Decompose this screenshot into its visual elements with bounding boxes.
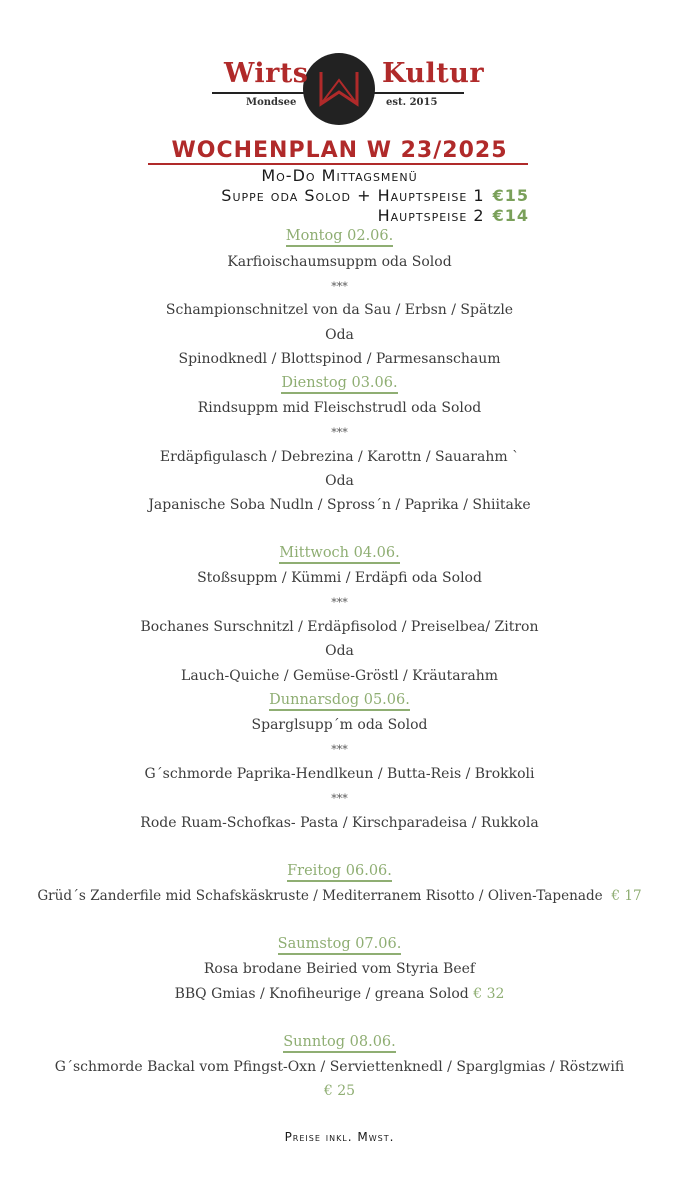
price-2: €14 bbox=[492, 206, 529, 225]
day-heading-mittwoch: Mittwoch 04.06. bbox=[0, 545, 679, 564]
donnerstag-main-2: Rode Ruam-Schofkas- Pasta / Kirschparadeisa / Rukkola bbox=[140, 815, 539, 831]
dienstag-main-2: Japanische Soba Nudln / Spross´n / Paprika / Shiitake bbox=[148, 497, 531, 513]
donnerstag-separator-2: *** bbox=[331, 792, 348, 805]
logo-line-left bbox=[212, 92, 304, 94]
day-heading-montag: Montog 02.06. bbox=[0, 228, 679, 247]
price-line-1 bbox=[221, 186, 529, 205]
mittwoch-soup: Stoßsuppm / Kümmi / Erdäpfi oda Solod bbox=[197, 570, 482, 586]
logo bbox=[0, 50, 679, 130]
day-heading-freitag: Freitog 06.06. bbox=[0, 863, 679, 882]
samstag-main-1: Rosa brodane Beiried vom Styria Beef bbox=[203, 961, 476, 977]
dienstag-soup: Rindsuppm mid Fleischstrudl oda Solod bbox=[197, 400, 482, 416]
logo-sub-right: est. 2015 bbox=[386, 97, 438, 108]
donnerstag-main-1: G´schmorde Paprika-Hendlkeun / Butta-Reis / Brokkoli bbox=[144, 766, 535, 782]
samstag-main-2: BBQ Gmias / Knofiheurige / greana Solod € 32 bbox=[174, 986, 505, 1002]
donnerstag-separator-1: *** bbox=[331, 743, 348, 756]
freitag-main: Grüd´s Zanderfile mid Schafskäskruste / Mediterranem Risotto / Oliven-Tapenade € 17 bbox=[37, 888, 642, 904]
dienstag-main-1: Erdäpfigulasch / Debrezina / Karottn / Sauarahm ` bbox=[159, 449, 520, 465]
samstag-price: € 32 bbox=[473, 986, 505, 1002]
logo-line-right bbox=[374, 92, 464, 94]
menu-subtitle: Mo-Do Mittagsmenü bbox=[261, 166, 418, 185]
montag-main-1: Schampionschnitzel von da Sau / Erbsn / Spätzle bbox=[165, 302, 514, 318]
price-line-2 bbox=[378, 206, 529, 225]
mittwoch-oda: Oda bbox=[325, 643, 354, 659]
freitag-price: € 17 bbox=[611, 888, 642, 904]
plan-title-underline bbox=[148, 163, 528, 165]
montag-separator: *** bbox=[331, 280, 348, 293]
day-heading-donnerstag: Dunnarsdog 05.06. bbox=[0, 692, 679, 711]
dienstag-separator: *** bbox=[331, 426, 348, 439]
logo-sub-left: Mondsee bbox=[246, 97, 297, 108]
logo-word-right: Kultur bbox=[382, 58, 485, 89]
day-heading-samstag: Saumstog 07.06. bbox=[0, 936, 679, 955]
mittwoch-main-2: Lauch-Quiche / Gemüse-Gröstl / Kräutarahm bbox=[181, 668, 498, 684]
mittwoch-separator: *** bbox=[331, 596, 348, 609]
price-line-2-label: Hauptspeise 2 bbox=[377, 206, 485, 225]
sonntag-price: € 25 bbox=[323, 1083, 356, 1099]
day-heading-sonntag: Sunntog 08.06. bbox=[0, 1034, 679, 1053]
donnerstag-soup: Sparglsupp´m oda Solod bbox=[251, 717, 428, 733]
price-1: €15 bbox=[492, 186, 529, 205]
mittwoch-main-1: Bochanes Surschnitzl / Erdäpfisolod / Preiselbea/ Zitron bbox=[140, 619, 539, 635]
sonntag-main: G´schmorde Backal vom Pfingst-Oxn / Serviettenknedl / Sparglgmias / Röstzwifi bbox=[54, 1059, 625, 1075]
logo-word-left: Wirts bbox=[224, 58, 309, 89]
price-line-1-label: Suppe oda Solod + Hauptspeise 1 bbox=[221, 186, 485, 205]
montag-oda: Oda bbox=[325, 327, 354, 343]
montag-soup: Karfioischaumsuppm oda Solod bbox=[227, 254, 452, 270]
plan-title: WOCHENPLAN W 23/2025 bbox=[171, 138, 508, 163]
montag-main-2: Spinodknedl / Blottspinod / Parmesanschaum bbox=[178, 351, 501, 367]
footer-note: Preise inkl. Mwst. bbox=[284, 1130, 395, 1144]
logo-w-icon bbox=[315, 68, 363, 110]
day-heading-dienstag: Dienstog 03.06. bbox=[0, 375, 679, 394]
dienstag-oda: Oda bbox=[325, 473, 354, 489]
